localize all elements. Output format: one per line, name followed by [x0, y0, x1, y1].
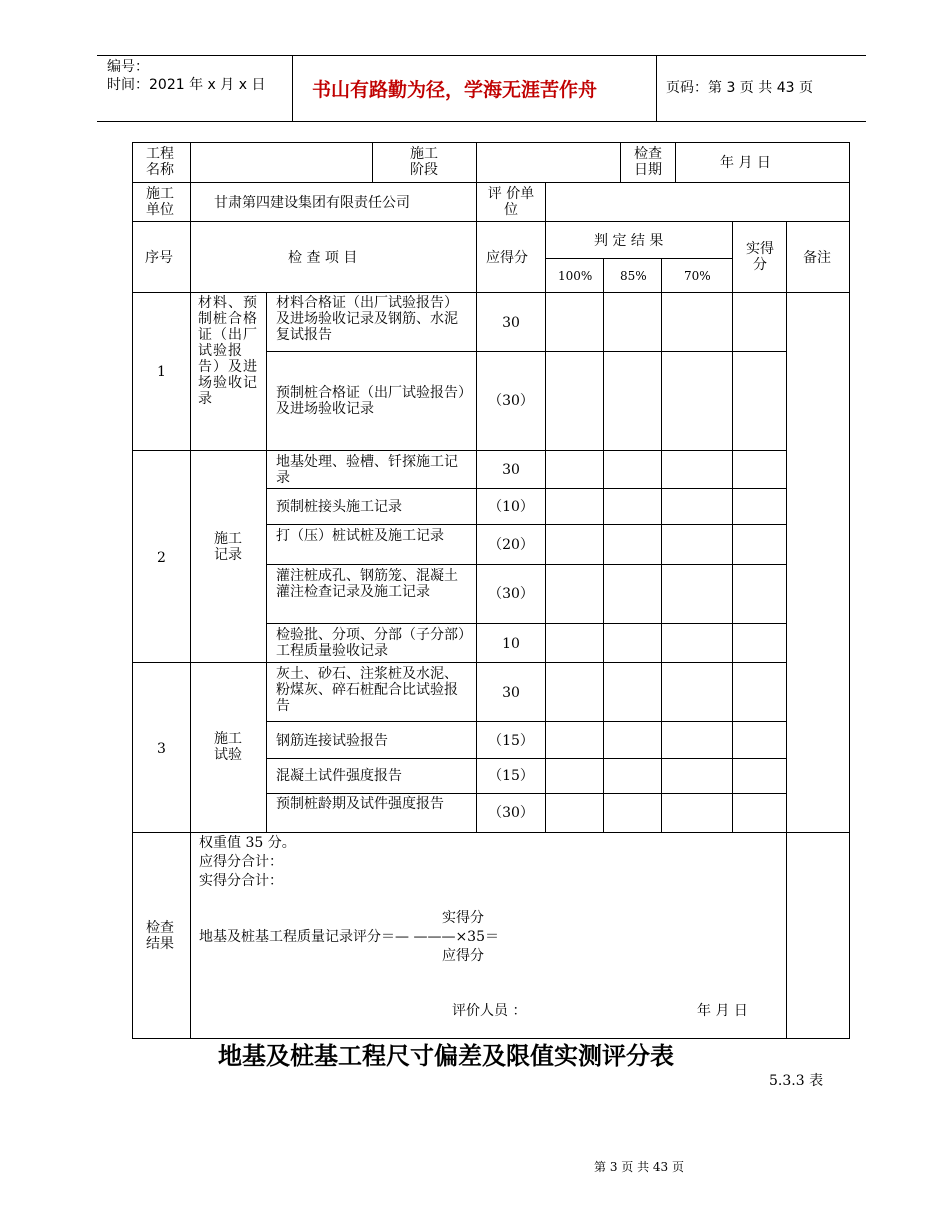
document-time-label: 时间：2021 年 x 月 x 日	[107, 77, 266, 93]
col-score-header: 应得分	[486, 250, 528, 266]
check-item-score: （30）	[488, 805, 534, 821]
col-line	[476, 142, 477, 222]
col-line	[190, 142, 191, 222]
col-line	[661, 258, 662, 832]
col-line	[545, 221, 546, 832]
col-line	[603, 258, 604, 832]
col-actual-header: 实得分	[746, 241, 774, 273]
row-line	[132, 221, 850, 222]
table-code: 5.3.3 表	[769, 1073, 824, 1089]
header-motto: 书山有路勤为径，学海无涯苦作舟	[312, 79, 598, 101]
result-actual-total: 实得分合计：	[199, 873, 283, 889]
col-85-header: 85%	[620, 269, 647, 283]
check-item-score: （30）	[488, 393, 534, 409]
col-item-header: 检 查 项 目	[288, 250, 358, 266]
col-100-header: 100%	[558, 269, 593, 283]
check-item-score: （30）	[488, 586, 534, 602]
col-70-header: 70%	[684, 269, 711, 283]
check-item-score: （15）	[488, 733, 534, 749]
col-judgement-header: 判 定 结 果	[594, 233, 664, 249]
row-line	[266, 721, 786, 722]
result-weight: 权重值 35 分。	[199, 835, 296, 851]
evaluation-date: 年 月 日	[697, 1003, 748, 1019]
row-line	[132, 182, 850, 183]
evaluation-unit-label: 评 价单 位	[487, 186, 535, 218]
row-line	[266, 758, 786, 759]
col-line	[545, 182, 546, 222]
col-line	[732, 221, 733, 832]
check-item-text: 钢筋连接试验报告	[276, 733, 388, 749]
formula-denominator: 应得分	[442, 948, 484, 964]
col-remark-header: 备注	[803, 250, 831, 266]
check-item-score: 30	[502, 462, 520, 478]
table-top-border	[132, 142, 850, 143]
row-line	[132, 662, 786, 663]
check-item-score: （20）	[488, 537, 534, 553]
col-line	[190, 221, 191, 1039]
header-bottom-rule	[97, 121, 866, 122]
check-item-text: 预制桩龄期及试件强度报告	[276, 796, 444, 812]
group-number: 1	[157, 364, 166, 380]
page-footer: 第 3 页 共 43 页	[594, 1160, 684, 1174]
col-line	[675, 142, 676, 182]
group-name: 施工试验	[214, 731, 242, 763]
next-table-title: 地基及桩基工程尺寸偏差及限值实测评分表	[218, 1041, 674, 1070]
header-divider-left	[292, 55, 293, 121]
table-right-border	[849, 142, 850, 1039]
row-line	[266, 488, 786, 489]
check-item-text: 材料合格证（出厂试验报告）及进场验收记录及钢筋、水泥复试报告	[276, 295, 458, 343]
col-no-header: 序号	[145, 250, 173, 266]
header-divider-right	[656, 55, 657, 121]
group-name: 施工记录	[214, 531, 242, 563]
result-should-total: 应得分合计：	[199, 854, 283, 870]
check-item-score: 10	[502, 636, 520, 652]
col-line	[786, 221, 787, 1039]
construction-unit-label: 施工单位	[146, 186, 174, 218]
check-item-text: 灰土、砂石、注浆桩及水泥、粉煤灰、碎石桩配合比试验报告	[276, 666, 458, 714]
check-item-text: 预制桩合格证（出厂试验报告）及进场验收记录	[276, 385, 465, 417]
check-item-text: 混凝土试件强度报告	[276, 768, 402, 784]
check-date-label: 检查日期	[634, 146, 662, 178]
check-item-score: （10）	[488, 499, 534, 515]
project-name-label: 工程名称	[146, 146, 174, 178]
construction-unit-value: 甘肃第四建设集团有限责任公司	[214, 195, 410, 211]
table-left-border	[132, 142, 133, 1039]
check-item-text: 预制桩接头施工记录	[276, 499, 402, 515]
result-label: 检查结果	[146, 920, 174, 952]
check-item-text: 打（压）桩试桩及施工记录	[276, 528, 444, 544]
group-name: 材料、预制桩合格证（出厂试验报告）及进场验收记录	[198, 295, 258, 407]
col-line	[372, 142, 373, 182]
group-number: 2	[157, 550, 166, 566]
row-line	[266, 793, 786, 794]
row-line	[545, 258, 732, 259]
col-line	[620, 142, 621, 182]
row-line	[132, 292, 850, 293]
formula-numerator: 实得分	[442, 910, 484, 926]
col-line	[266, 292, 267, 832]
check-item-score: 30	[502, 685, 520, 701]
check-item-text: 检验批、分项、分部（子分部）工程质量验收记录	[276, 627, 465, 659]
document-number-label: 编号：	[107, 59, 149, 75]
row-line	[266, 623, 786, 624]
header-page-label: 页码：第 3 页 共 43 页	[666, 80, 813, 96]
row-line	[132, 450, 786, 451]
group-number: 3	[157, 741, 166, 757]
check-date-value: 年 月 日	[720, 155, 771, 171]
stage-label: 施工阶段	[410, 146, 438, 178]
check-item-score: （15）	[488, 768, 534, 784]
row-line	[266, 351, 786, 352]
evaluator-label: 评价人员 ：	[452, 1003, 527, 1019]
check-item-text: 地基处理、验槽、钎探施工记录	[276, 454, 458, 486]
check-item-text: 灌注桩成孔、钢筋笼、混凝土灌注检查记录及施工记录	[276, 568, 458, 600]
row-line	[266, 564, 786, 565]
check-item-score: 30	[502, 315, 520, 331]
formula-main: 地基及桩基工程质量记录评分＝— ———×35＝	[199, 929, 499, 945]
row-line	[132, 832, 850, 833]
table-bottom-border	[132, 1038, 850, 1039]
row-line	[266, 524, 786, 525]
header-top-rule	[97, 55, 866, 56]
